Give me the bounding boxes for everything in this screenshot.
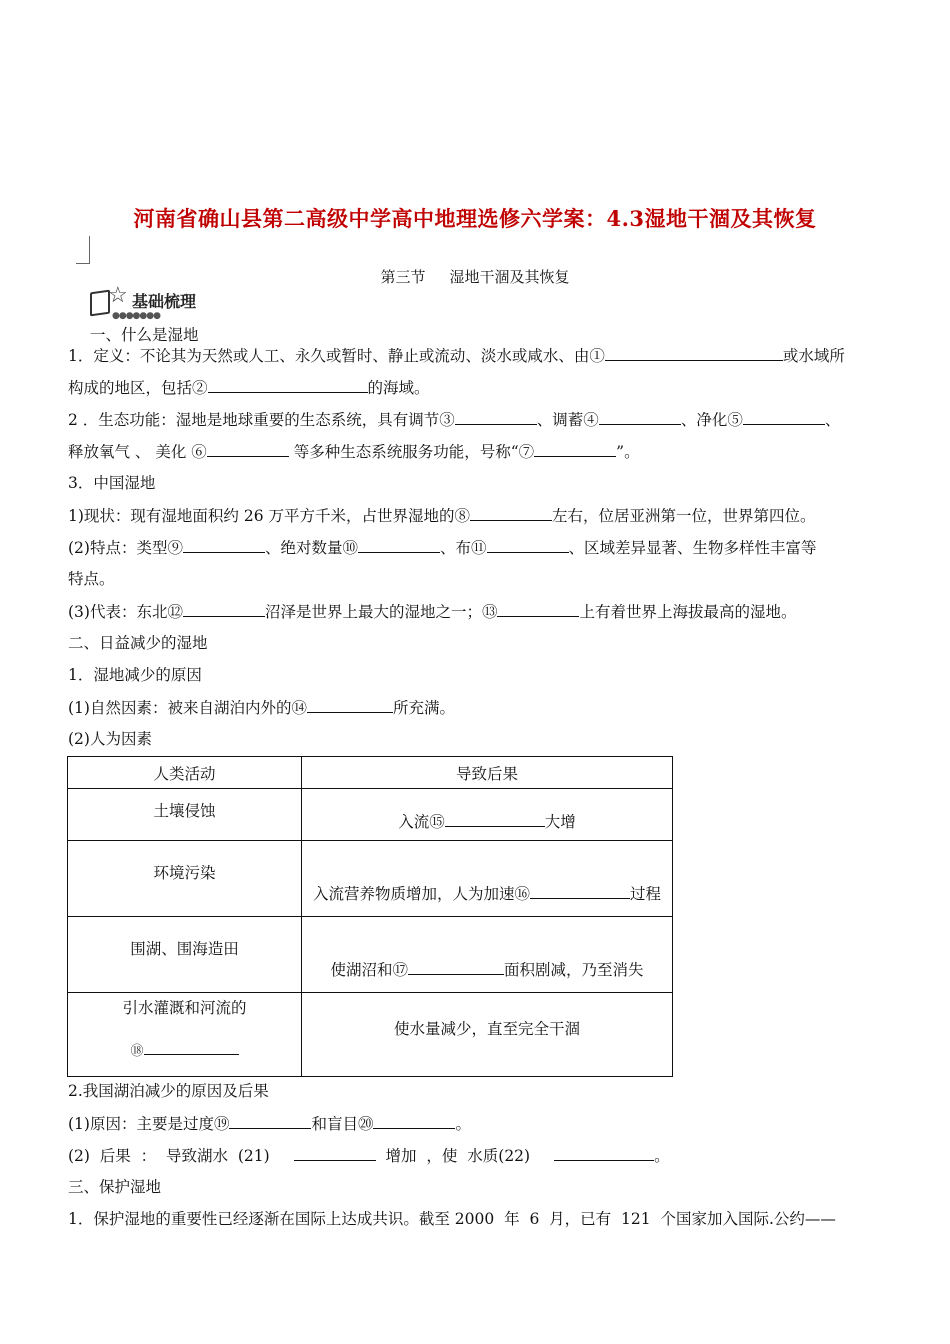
result-cell: 使湖沼和⑰ 面积剧减，乃至消失 <box>302 917 673 993</box>
badge-label: 基础梳理 <box>132 292 197 311</box>
text-line: 1．湿地减少的原因 <box>68 666 202 684</box>
text-line: 释放氧气 、 美化 ⑥ 等多种生态系统服务功能，号称“⑦ ”。 <box>68 440 640 463</box>
blank-field[interactable] <box>455 408 537 425</box>
section-heading: 二、日益减少的湿地 <box>68 634 208 652</box>
blank-field[interactable] <box>743 408 825 425</box>
text-line: 2 ．生态功能：湿地是地球重要的生态系统，具有调节③ 、调蓄④ 、净化⑤ 、 <box>68 408 840 431</box>
table-row <box>68 917 673 993</box>
blank-field[interactable] <box>445 810 545 827</box>
text-line: (3)代表：东北⑫ 沼泽是世界上最大的湿地之一；⑬ 上有着世界上海拔最高的湿地。 <box>68 600 797 623</box>
text-line: (2) 后果 ： 导致湖水 (21) 增加 ，使 水质(22) 。 <box>68 1144 670 1167</box>
text-line: (2)人为因素 <box>68 730 152 748</box>
blank-field[interactable] <box>207 440 289 457</box>
blank-field[interactable] <box>307 696 393 713</box>
table-row <box>68 789 673 841</box>
section-name: 湿地干涸及其恢复 <box>449 268 570 286</box>
activity-cell: 引水灌溉和河流的 ⑱ <box>68 993 302 1077</box>
blank-field[interactable] <box>229 1112 311 1129</box>
section-number: 第三节 <box>380 268 426 286</box>
text-line: 2.我国湖泊减少的原因及后果 <box>68 1082 269 1100</box>
text-line: (1)原因：主要是过度⑲ 和盲目⑳ 。 <box>68 1112 471 1135</box>
blank-field[interactable] <box>554 1144 654 1161</box>
document-title: 河南省确山县第二高级中学高中地理选修六学案：4.3湿地干涸及其恢复 <box>133 206 817 231</box>
text-line: 1)现状：现有湿地面积约 26 万平方千米，占世界湿地的⑧ 左右，位居亚洲第一位，世界第四位。 <box>68 504 816 527</box>
table-row <box>68 841 673 917</box>
human-factors-table <box>67 756 673 1077</box>
blank-field[interactable] <box>408 958 504 975</box>
basic-review-badge <box>90 283 220 323</box>
text-line: 构成的地区，包括② 的海域。 <box>68 376 430 399</box>
activity-cell: 环境污染 <box>68 841 302 917</box>
corner-mark <box>76 236 90 264</box>
text-line: (2)特点：类型⑨ 、绝对数量⑩ 、布⑪ 、区域差异显著、生物多样性丰富等 <box>68 536 817 559</box>
table-header: 人类活动 <box>68 757 302 789</box>
text-line: 1．保护湿地的重要性已经逐渐在国际上达成共识。截至 2000 年 6 月，已有 121 个国家加入国际.公约—— <box>68 1210 836 1228</box>
table-row <box>68 993 673 1077</box>
blank-field[interactable] <box>487 536 569 553</box>
blank-field[interactable] <box>294 1144 376 1161</box>
blank-field[interactable] <box>208 376 368 393</box>
blank-field[interactable] <box>358 536 440 553</box>
section-subtitle <box>0 266 950 287</box>
blank-field[interactable] <box>530 882 630 899</box>
star-icon: ☆ <box>108 283 128 308</box>
text-line: 1．定义：不论其为天然或人工、永久或暂时、静止或流动、淡水或咸水、由① 或水域所 <box>68 344 845 367</box>
dots-icon: ●●●●●●● <box>112 311 160 321</box>
blank-field[interactable] <box>183 536 265 553</box>
result-cell: 使水量减少，直至完全干涸 <box>302 993 673 1077</box>
section-heading: 三、保护湿地 <box>68 1178 162 1196</box>
blank-field[interactable] <box>470 504 552 521</box>
blank-field[interactable] <box>183 600 265 617</box>
text-line: (1)自然因素：被来自湖泊内外的⑭ 所充满。 <box>68 696 455 719</box>
blank-field[interactable] <box>497 600 579 617</box>
blank-field[interactable] <box>144 1042 239 1055</box>
blank-field[interactable] <box>373 1112 455 1129</box>
section-heading: 一、什么是湿地 <box>90 326 199 344</box>
blank-field[interactable] <box>599 408 681 425</box>
activity-cell: 土壤侵蚀 <box>68 789 302 841</box>
blank-field[interactable] <box>534 440 616 457</box>
table-header-row <box>68 757 673 789</box>
text-line: 3．中国湿地 <box>68 474 156 492</box>
result-cell: 入流营养物质增加，人为加速⑯ 过程 <box>302 841 673 917</box>
result-cell: 入流⑮ 大增 <box>302 789 673 841</box>
text-line: 特点。 <box>68 570 115 588</box>
table-header: 导致后果 <box>302 757 673 789</box>
book-icon <box>90 290 110 317</box>
activity-cell: 围湖、围海造田 <box>68 917 302 993</box>
blank-field[interactable] <box>605 344 783 361</box>
